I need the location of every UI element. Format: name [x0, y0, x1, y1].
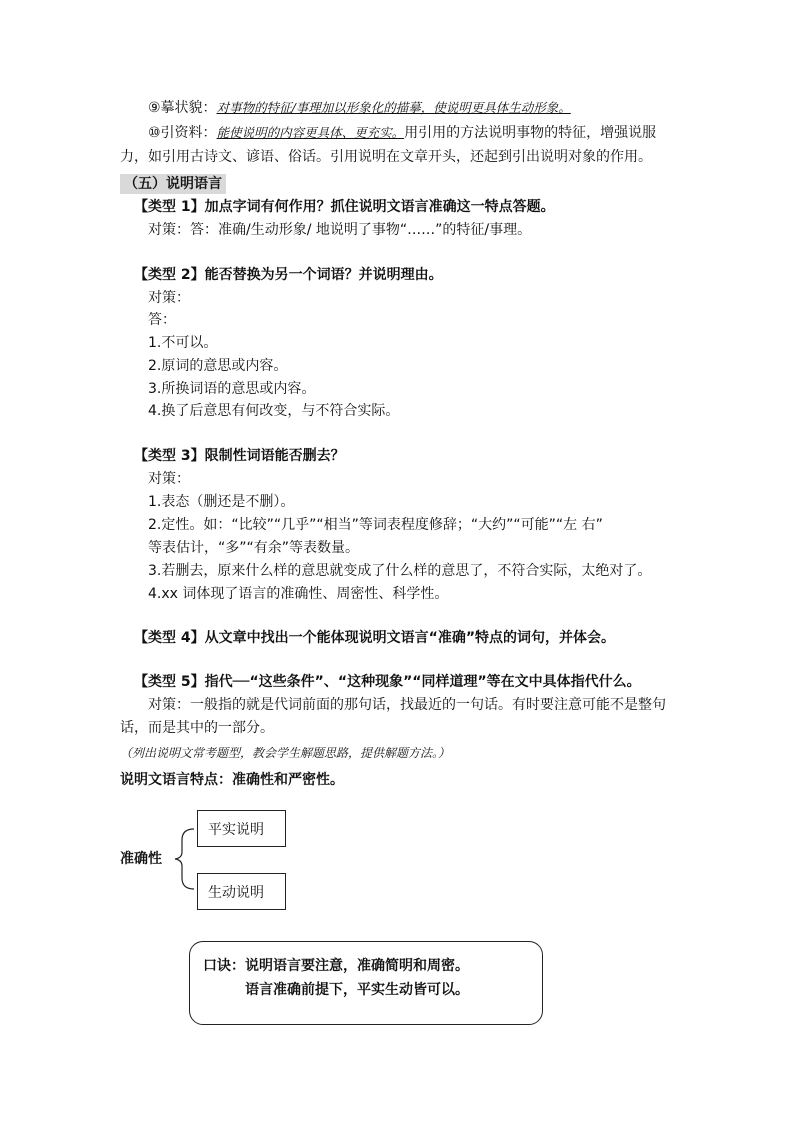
type5-strategy-cont: 话，而是其中的一部分。: [120, 720, 274, 736]
type1-strategy: 对策：答：准确/生动形象/ 地说明了事物“……”的特征/事理。: [148, 222, 532, 238]
list-item: 3.若删去，原来什么样的意思就变成了什么样的意思了，不符合实际，太绝对了。: [148, 563, 652, 579]
type5-strategy: 对策：一般指的就是代词前面的那句话，找最近的一句话。有时要注意可能不是整句: [148, 697, 666, 713]
diagram-node-vivid: [197, 873, 286, 910]
quote-material-line: [148, 123, 656, 143]
mnemonic-line-2: 语言准确前提下，平实生动皆可以。: [245, 982, 469, 998]
type2-title: 【类型 2】能否替换为另一个词语？并说明理由。: [134, 267, 443, 283]
diagram-node-vivid-label: 生动说明: [208, 885, 264, 901]
brace-icon: [170, 828, 198, 890]
list-item: 1.不可以。: [148, 335, 218, 351]
diagram-root-label: 准确性: [120, 851, 162, 867]
mnemonic-line-1: 口诀：说明语言要注意，准确简明和周密。: [203, 958, 469, 974]
diagram-node-plain: [197, 810, 286, 847]
list-item-cont: 等表估计，“多”“有余”等表数量。: [148, 540, 360, 556]
quote-description-cont: 力，如引用古诗文、谚语、俗话。引用说明在文章开头，还起到引出说明对象的作用。: [120, 149, 652, 165]
list-item: 4.换了后意思有何改变，与不符合实际。: [148, 403, 400, 419]
language-features: 说明文语言特点：准确性和严密性。: [120, 772, 344, 788]
type5-title: 【类型 5】指代──“这些条件”、“这种现象”“同样道理”等在文中具体指代什么。: [134, 674, 641, 690]
handwritten-note-describe: 对事物的特征/事理加以形象化的描摹，使说明更具体生动形象。: [216, 100, 571, 115]
list-item: 3.所换词语的意思或内容。: [148, 381, 316, 397]
diagram-node-plain-label: 平实说明: [208, 822, 264, 838]
method-label-describe: ⑨摹状貌：: [148, 100, 217, 116]
list-item: 1.表态（删还是不删）。: [148, 494, 295, 510]
list-item: 2.原词的意思或内容。: [148, 358, 288, 374]
teaching-note: （列出说明文常考题型，教会学生解题思路，提供解题方法。）: [120, 746, 451, 760]
type2-strategy: 对策：: [148, 290, 190, 306]
type4-title: 【类型 4】从文章中找出一个能体现说明文语言“准确”特点的词句，并体会。: [134, 630, 616, 646]
type2-answer: 答：: [148, 312, 176, 328]
type3-strategy: 对策：: [148, 471, 190, 487]
type1-title: 【类型 1】加点字词有何作用？抓住说明文语言准确这一特点答题。: [134, 199, 555, 215]
list-item: 4.xx 词体现了语言的准确性、周密性、科学性。: [148, 586, 449, 602]
figure-description-line: [148, 98, 571, 118]
type3-title: 【类型 3】限制性词语能否删去？: [134, 448, 345, 464]
list-item: 2.定性。如：“比较”“几乎”“相当”等词表程度修辞；“大约”“可能”“左 右”: [148, 517, 603, 533]
handwritten-note-quote: 能使说明的内容更具体、更充实。: [216, 125, 405, 140]
method-label-quote: ⑩引资料：: [148, 125, 217, 141]
quote-description: 用引用的方法说明事物的特征，增强说服: [404, 125, 657, 141]
section-heading: （五）说明语言: [120, 174, 226, 194]
mnemonic-box: [189, 941, 543, 1025]
